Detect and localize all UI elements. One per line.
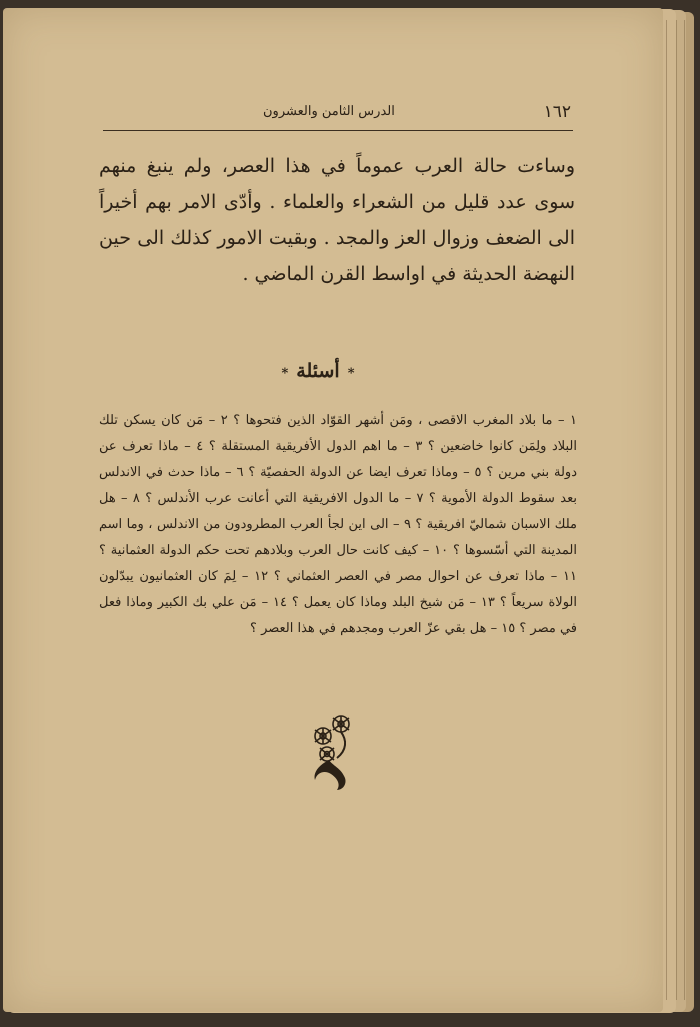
page-header [103, 100, 573, 131]
body-paragraph: وساءت حالة العرب عموماً في هذا العصر، ولم ينبغ منهم سوى عدد قليل من الشعراء والعلماء . وأدّى الامر بهم أخيراً الى الضعف وزوال العز والمجد . وبقيت الامور كذلك الى حين النهضة الحديثة في اواسط القرن الماضي . [99, 155, 575, 285]
questions-heading [203, 360, 433, 382]
star-icon: * [281, 366, 289, 381]
page-edge-line [666, 20, 667, 1000]
page-edge-line [676, 20, 677, 1000]
star-icon: * [347, 366, 355, 381]
book-page [3, 8, 663, 1012]
floral-ornament-icon [307, 712, 359, 792]
questions-list: ١ – ما بلاد المغرب الاقصى ، ومَن أشهر القوّاد الذين فتحوها ؟ ٢ – مَن كان يسكن تلك البلاد ولِمَن كانوا خاضعين ؟ ٣ – ما اهم الدول الأفريقية المستقلة ؟ ٤ – ماذا تعرف عن دولة بني مرين ؟ ٥ – وماذا تعرف ايضا عن الدولة الحفصيّة ؟ ٦ – ماذا حدث في الاندلس بعد سقوط الدولة الأموية ؟ ٧ – ما الدول الافريقية التي أعانت عرب الأندلس ؟ ٨ – هل ملك الاسبان شماليّ افريقية ؟ ٩ – الى اين لجأ العرب المطرودون من الاندلس ، وما اسم المدينة التي أسّسوها ؟ ١٠ – كيف كانت حال العرب وبلادهم تحت حكم الدولة العثمانية ؟ ١١ – ماذا تعرف عن احوال مصر في العصر العثماني ؟ ١٢ – لِمَ كان العثمانيون يبدّلون الولاة سريعاً ؟ ١٣ – مَن شيخ البلد وماذا كان يعمل ؟ ١٤ – مَن علي بك الكبير وماذا فعل في مصر ؟ ١٥ – هل بقي عزّ العرب ومجدهم في هذا العصر ؟ [99, 413, 578, 636]
running-head: الدرس الثامن والعشرون [263, 104, 395, 119]
page-edge-line [684, 20, 685, 1000]
questions-heading-label: أسئلة [296, 360, 340, 382]
page-number: ١٦٢ [543, 102, 571, 122]
